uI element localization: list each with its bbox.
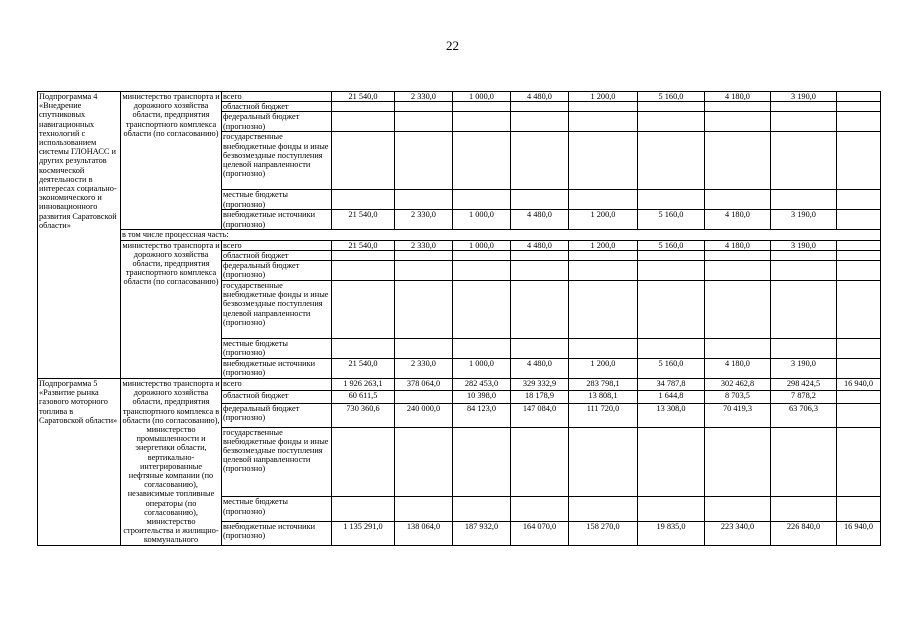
funding-source: областной бюджет — [222, 250, 332, 260]
value-cell: 19 835,0 — [638, 521, 705, 545]
value-cell — [332, 112, 395, 132]
value-cell — [638, 250, 705, 260]
value-cell — [511, 339, 569, 359]
value-cell: 223 340,0 — [705, 521, 771, 545]
value-cell — [705, 190, 771, 210]
executor-name: министерство транспорта и дорожного хозяйства области, предприятия транспортного комплекса в области (по согласованию), министерство промышленности и энергетики области, вертикально-интегрированные нефтяные компании (по согласованию), независимые топливные операторы (по согласованию), министерство строительства и жилищно-коммунального — [122, 379, 220, 545]
value-cell: 329 332,9 — [511, 379, 569, 391]
value-cell — [638, 132, 705, 190]
value-cell: 2 330,0 — [395, 359, 453, 379]
value-cell — [837, 190, 881, 210]
value-cell: 16 940,0 — [837, 521, 881, 545]
value-cell: 18 178,9 — [511, 391, 569, 403]
value-cell: 1 200,0 — [569, 240, 638, 250]
funding-source: внебюджетные источники (прогнозно) — [222, 359, 332, 379]
value-cell: 1 200,0 — [569, 359, 638, 379]
table-row — [38, 92, 881, 102]
value-cell: 4 180,0 — [705, 92, 771, 102]
value-cell: 158 270,0 — [569, 521, 638, 545]
value-cell — [569, 339, 638, 359]
funding-source: государственные внебюджетные фонды и иные безвозмездные поступления целевой направленности (прогнозно) — [222, 427, 332, 497]
value-cell — [332, 497, 395, 521]
value-cell: 3 190,0 — [771, 92, 837, 102]
value-cell: 1 000,0 — [453, 92, 511, 102]
value-cell — [395, 102, 453, 112]
value-cell — [569, 132, 638, 190]
value-cell — [511, 190, 569, 210]
value-cell: 21 540,0 — [332, 240, 395, 250]
value-cell — [771, 132, 837, 190]
value-cell — [569, 427, 638, 497]
value-cell: 1 200,0 — [569, 210, 638, 230]
value-cell — [638, 497, 705, 521]
budget-table — [37, 91, 881, 546]
value-cell — [837, 339, 881, 359]
value-cell — [453, 132, 511, 190]
value-cell — [395, 427, 453, 497]
value-cell — [705, 339, 771, 359]
value-cell — [395, 190, 453, 210]
value-cell: 2 330,0 — [395, 240, 453, 250]
value-cell — [771, 190, 837, 210]
funding-source: местные бюджеты (прогнозно) — [222, 190, 332, 210]
value-cell: 138 064,0 — [395, 521, 453, 545]
value-cell — [332, 102, 395, 112]
value-cell — [569, 497, 638, 521]
section-header: в том числе процессная часть: — [121, 230, 881, 240]
value-cell: 164 070,0 — [511, 521, 569, 545]
value-cell: 60 611,5 — [332, 391, 395, 403]
funding-source: государственные внебюджетные фонды и иные безвозмездные поступления целевой направленности (прогнозно) — [222, 281, 332, 339]
value-cell — [569, 190, 638, 210]
value-cell — [511, 281, 569, 339]
value-cell — [453, 190, 511, 210]
funding-source: федеральный бюджет (прогнозно) — [222, 261, 332, 281]
value-cell: 3 190,0 — [771, 359, 837, 379]
value-cell: 8 703,5 — [705, 391, 771, 403]
value-cell: 5 160,0 — [638, 240, 705, 250]
value-cell — [395, 250, 453, 260]
value-cell — [453, 102, 511, 112]
value-cell — [395, 112, 453, 132]
value-cell — [332, 281, 395, 339]
table-row — [38, 240, 881, 250]
value-cell — [837, 497, 881, 521]
value-cell — [837, 250, 881, 260]
value-cell: 1 644,8 — [638, 391, 705, 403]
value-cell: 13 808,1 — [569, 391, 638, 403]
value-cell — [771, 339, 837, 359]
funding-source: местные бюджеты (прогнозно) — [222, 497, 332, 521]
value-cell — [771, 102, 837, 112]
value-cell: 378 064,0 — [395, 379, 453, 391]
value-cell: 5 160,0 — [638, 210, 705, 230]
value-cell: 298 424,5 — [771, 379, 837, 391]
value-cell: 5 160,0 — [638, 92, 705, 102]
value-cell: 21 540,0 — [332, 92, 395, 102]
value-cell — [705, 497, 771, 521]
value-cell — [511, 427, 569, 497]
value-cell: 1 000,0 — [453, 359, 511, 379]
value-cell — [837, 92, 881, 102]
value-cell — [771, 427, 837, 497]
value-cell: 302 462,8 — [705, 379, 771, 391]
value-cell — [837, 240, 881, 250]
value-cell — [638, 190, 705, 210]
funding-source: областной бюджет — [222, 391, 332, 403]
value-cell: 2 330,0 — [395, 210, 453, 230]
value-cell: 1 000,0 — [453, 240, 511, 250]
value-cell — [771, 497, 837, 521]
value-cell — [705, 261, 771, 281]
value-cell — [569, 261, 638, 281]
value-cell — [332, 250, 395, 260]
value-cell: 70 419,3 — [705, 403, 771, 427]
funding-source: областной бюджет — [222, 102, 332, 112]
value-cell — [837, 281, 881, 339]
value-cell — [638, 281, 705, 339]
value-cell — [395, 339, 453, 359]
page-number: 22 — [446, 38, 459, 53]
value-cell: 10 398,0 — [453, 391, 511, 403]
value-cell — [837, 132, 881, 190]
value-cell: 1 926 263,1 — [332, 379, 395, 391]
funding-source: местные бюджеты (прогнозно) — [222, 339, 332, 359]
value-cell: 34 787,8 — [638, 379, 705, 391]
value-cell: 4 180,0 — [705, 359, 771, 379]
value-cell — [638, 112, 705, 132]
funding-source: внебюджетные источники (прогнозно) — [222, 210, 332, 230]
value-cell — [511, 261, 569, 281]
value-cell — [705, 427, 771, 497]
funding-source: всего — [222, 240, 332, 250]
value-cell — [705, 102, 771, 112]
value-cell — [837, 403, 881, 427]
funding-source: внебюджетные источники (прогнозно) — [222, 521, 332, 545]
value-cell — [569, 102, 638, 112]
value-cell — [453, 261, 511, 281]
value-cell — [569, 250, 638, 260]
value-cell — [705, 112, 771, 132]
funding-source: государственные внебюджетные фонды и иные безвозмездные поступления целевой направленности (прогнозно) — [222, 132, 332, 190]
value-cell — [511, 250, 569, 260]
value-cell — [705, 281, 771, 339]
value-cell: 187 932,0 — [453, 521, 511, 545]
value-cell — [332, 190, 395, 210]
value-cell — [638, 261, 705, 281]
value-cell — [771, 281, 837, 339]
value-cell — [837, 102, 881, 112]
value-cell — [332, 132, 395, 190]
value-cell: 3 190,0 — [771, 240, 837, 250]
funding-source: федеральный бюджет (прогнозно) — [222, 112, 332, 132]
value-cell — [771, 112, 837, 132]
value-cell — [837, 112, 881, 132]
value-cell: 147 084,0 — [511, 403, 569, 427]
value-cell — [638, 102, 705, 112]
value-cell — [837, 391, 881, 403]
value-cell — [511, 497, 569, 521]
value-cell — [837, 359, 881, 379]
value-cell — [837, 427, 881, 497]
value-cell — [569, 112, 638, 132]
value-cell: 730 360,6 — [332, 403, 395, 427]
value-cell — [511, 132, 569, 190]
value-cell — [395, 391, 453, 403]
value-cell: 63 706,3 — [771, 403, 837, 427]
value-cell: 4 180,0 — [705, 240, 771, 250]
value-cell — [453, 427, 511, 497]
value-cell — [638, 427, 705, 497]
value-cell — [395, 132, 453, 190]
value-cell: 111 720,0 — [569, 403, 638, 427]
value-cell: 1 200,0 — [569, 92, 638, 102]
program-name: Подпрограмма 4 «Внедрение спутниковых навигационных технологий с использованием системы ГЛОНАСС и других результатов космической деятельности в интересах социально-экономического и инновационного развития Саратовской области» — [38, 92, 121, 379]
value-cell: 4 480,0 — [511, 359, 569, 379]
value-cell — [395, 281, 453, 339]
executor-name: министерство транспорта и дорожного хозяйства области, предприятия транспортного комплекса области (по согласованию) — [121, 92, 222, 230]
value-cell: 283 798,1 — [569, 379, 638, 391]
value-cell: 1 135 291,0 — [332, 521, 395, 545]
value-cell — [453, 339, 511, 359]
value-cell: 84 123,0 — [453, 403, 511, 427]
value-cell — [453, 497, 511, 521]
value-cell — [395, 261, 453, 281]
value-cell — [638, 339, 705, 359]
value-cell: 13 308,0 — [638, 403, 705, 427]
funding-source: всего — [222, 379, 332, 391]
value-cell: 4 480,0 — [511, 92, 569, 102]
value-cell: 7 878,2 — [771, 391, 837, 403]
value-cell — [332, 261, 395, 281]
value-cell — [837, 261, 881, 281]
executor-name: министерство транспорта и дорожного хозяйства области, предприятия транспортного комплекса области (по согласованию) — [121, 240, 222, 378]
funding-source: всего — [222, 92, 332, 102]
value-cell — [569, 281, 638, 339]
value-cell — [771, 250, 837, 260]
program-name: Подпрограмма 5 «Развитие рынка газового моторного топлива в Саратовской области» — [38, 379, 121, 546]
value-cell: 240 000,0 — [395, 403, 453, 427]
value-cell: 21 540,0 — [332, 359, 395, 379]
value-cell: 5 160,0 — [638, 359, 705, 379]
funding-source: федеральный бюджет (прогнозно) — [222, 403, 332, 427]
value-cell: 1 000,0 — [453, 210, 511, 230]
value-cell — [453, 112, 511, 132]
value-cell: 282 453,0 — [453, 379, 511, 391]
value-cell: 2 330,0 — [395, 92, 453, 102]
value-cell: 226 840,0 — [771, 521, 837, 545]
value-cell: 4 480,0 — [511, 210, 569, 230]
value-cell — [395, 497, 453, 521]
value-cell — [332, 427, 395, 497]
value-cell — [705, 132, 771, 190]
value-cell: 3 190,0 — [771, 210, 837, 230]
value-cell — [453, 281, 511, 339]
value-cell: 16 940,0 — [837, 379, 881, 391]
value-cell — [837, 210, 881, 230]
value-cell — [705, 250, 771, 260]
section-header-row — [38, 230, 881, 240]
value-cell: 4 480,0 — [511, 240, 569, 250]
table-row — [38, 379, 881, 391]
value-cell — [511, 112, 569, 132]
value-cell — [771, 261, 837, 281]
value-cell — [511, 102, 569, 112]
value-cell — [332, 339, 395, 359]
value-cell — [453, 250, 511, 260]
value-cell: 4 180,0 — [705, 210, 771, 230]
value-cell: 21 540,0 — [332, 210, 395, 230]
